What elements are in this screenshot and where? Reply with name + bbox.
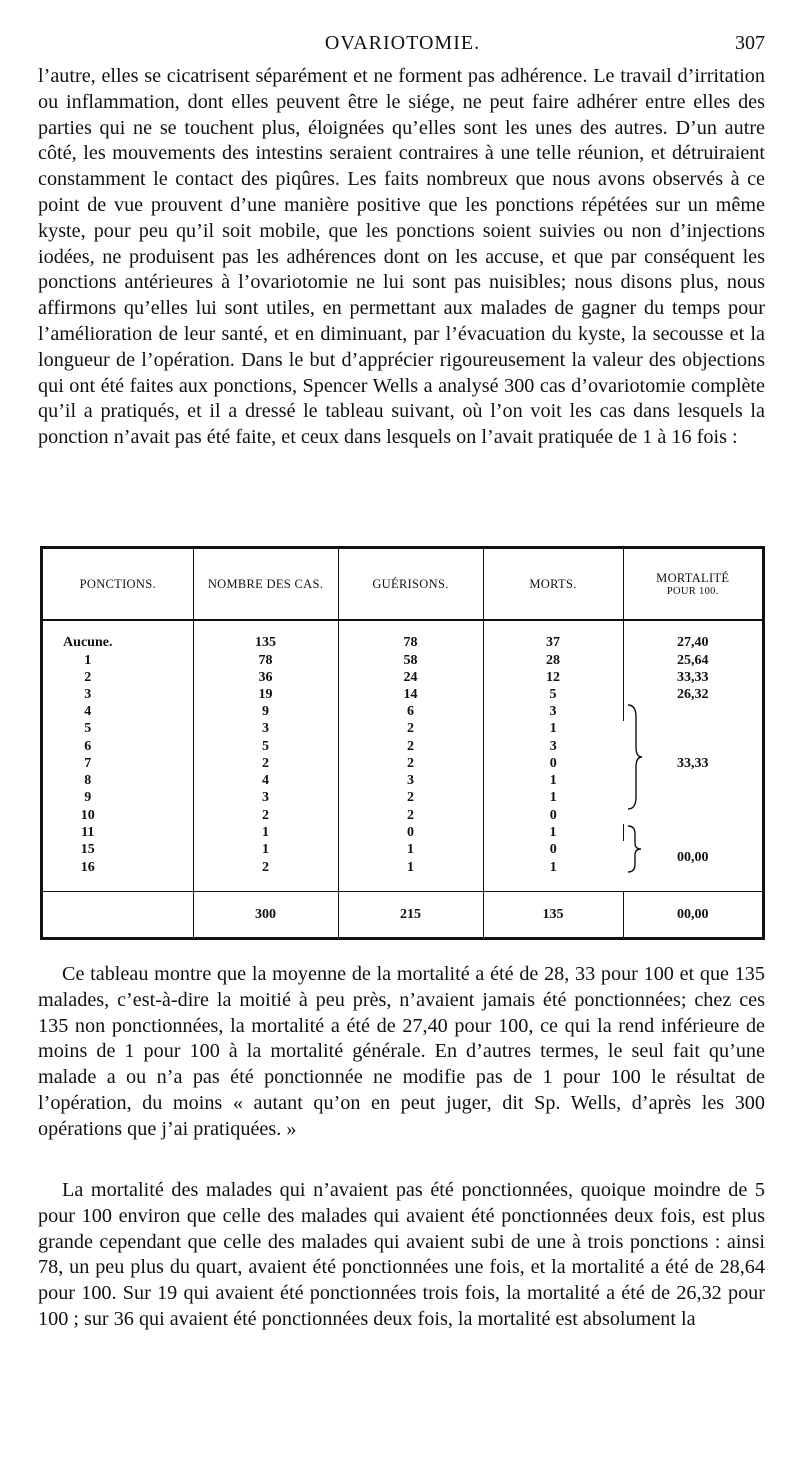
cell-morts: 0 <box>549 807 557 823</box>
cell-guerisons: 0 <box>338 824 483 841</box>
cell-nombre: 5 <box>193 738 338 755</box>
page-header <box>40 30 765 58</box>
cell-morts: 1 <box>549 860 557 876</box>
table-row <box>43 652 762 669</box>
cell-guerisons: 2 <box>338 738 483 755</box>
cell-nombre: 3 <box>193 790 338 807</box>
group-mortalite-value: 33,33 <box>677 755 709 771</box>
punctures-table <box>40 546 765 940</box>
cell-nombre: 78 <box>193 652 338 669</box>
cell-ponctions: 1 <box>43 652 193 669</box>
table-row <box>43 824 762 841</box>
cell-mortalite-group-a <box>623 703 762 824</box>
cell-nombre: 36 <box>193 669 338 686</box>
cell-guerisons: 2 <box>338 807 483 824</box>
header-mortalite <box>623 549 762 620</box>
cell-guerisons: 14 <box>338 686 483 703</box>
cell-mortalite: 27,40 <box>677 634 709 650</box>
cell-nombre: 135 <box>193 620 338 652</box>
cell-morts: 12 <box>483 669 623 686</box>
cell-guerisons: 1 <box>338 859 483 892</box>
header-guerisons: GUÉRISONS. <box>338 549 483 620</box>
cell-ponctions: 9 <box>43 790 193 807</box>
paragraph-intro: l’autre, elles se cicatrisent séparément et ne forment pas adhérence. Le travail d’irritation ou inflammation, dont elles peuvent être le siége, ne peut faire adhérer entre elles des parties qui ne se touchent plus, éloignées qu’elles sont les unes des autres. D’un autre côté, les mouvements des intestins seraient contraires à une telle réunion, et détruiraient constamment le contact des piqûres. Les faits nombreux que nous avons observés à ce point de vue prouvent d’une manière positive que les ponctions répétées sur un même kyste, pour peu qu’il soit mobile, que les ponctions soient suivies ou non d’injections iodées, ne produisent pas les adhérences dont on les accuse, et que par conséquent les ponctions antérieures à l’ovariotomie ne lui sont pas nuisibles; nous disons plus, nous affirmons qu’elles lui sont utiles, en permettant aux malades de gagner du temps pour l’amélioration de leur santé, et en diminuant, par l’évacuation du kyste, la secousse et la longueur de l’opération. Dans le but d’apprécier rigoureusement la valeur des objections qui ont été faites aux ponctions, Spencer Wells a analysé 300 cas d’ovariotomie complète qu’il a pratiqués, et il a dressé le tableau suivant, où l’on voit les cas dans lesquels la ponction n’avait pas été faite, et ceux dans lesquels on l’avait pratiquée de 1 à 16 fois : <box>38 65 765 449</box>
cell-ponctions: 11 <box>43 824 193 841</box>
table-row <box>43 686 762 703</box>
cell-guerisons: 2 <box>338 721 483 738</box>
cell-ponctions: 5 <box>43 721 193 738</box>
cell-mortalite: 33,33 <box>677 669 709 685</box>
header-mortalite-line2: POUR 100. <box>666 586 719 597</box>
cell-total-label <box>43 892 193 937</box>
cell-ponctions: 2 <box>43 669 193 686</box>
cell-guerisons: 2 <box>338 790 483 807</box>
cell-guerisons: 2 <box>338 755 483 772</box>
cell-total-morts: 135 <box>483 892 623 937</box>
cell-ponctions: 16 <box>43 859 193 892</box>
paragraph-table-commentary: Ce tableau montre que la moyenne de la mortalité a été de 28, 33 pour 100 et que 135 malades, c’est-à-dire la moitié à peu près, n’avaient jamais été ponctionnées; chez ces 135 non ponctionnées, la mortalité a été de 27,40 pour 100, ce qui la rend inférieure de moins de 1 pour 100 à la mortalité générale. En d’autres termes, le seul fait qu’une malade a ou n’a pas été ponctionnée ne modifie pas de 1 pour 100 le résultat de l’opération, du moins « autant qu’on en peut juger, dit Sp. Wells, d’après les 300 opérations que j’ai pratiquées. » <box>38 963 765 1140</box>
page-number: 307 <box>735 32 765 54</box>
cell-guerisons: 24 <box>338 669 483 686</box>
cell-guerisons: 6 <box>338 703 483 720</box>
cell-mortalite-group-b <box>623 824 762 892</box>
cell-ponctions: 10 <box>43 807 193 824</box>
punctures-table-grid <box>43 549 762 937</box>
cell-morts: 0 <box>549 755 557 771</box>
cell-nombre: 3 <box>193 721 338 738</box>
group-mortalite-value: 00,00 <box>677 849 709 865</box>
brace-icon <box>624 824 644 874</box>
cell-total-mortalite: 00,00 <box>623 892 762 937</box>
header-morts: MORTS. <box>483 549 623 620</box>
cell-ponctions: Aucune. <box>43 620 193 652</box>
cell-ponctions: 6 <box>43 738 193 755</box>
cell-morts: 0 <box>549 842 557 858</box>
table-total-row <box>43 892 762 937</box>
cell-nombre: 2 <box>193 807 338 824</box>
cell-ponctions: 4 <box>43 703 193 720</box>
cell-guerisons: 58 <box>338 652 483 669</box>
paragraph-mortality-comparison: La mortalité des malades qui n’avaient pas été ponctionnées, quoique moindre de 5 pour 100 environ que celle des malades qui avaient été ponctionnées deux fois, est plus grande cependant que celle des malades qui avaient subi de une à trois ponctions : ainsi 78, un peu plus du quart, avaient été ponctionnées une fois, et la mortalité a été de 28,64 pour 100. Sur 19 qui avaient été ponctionnées trois fois, la mortalité a été de 26,32 pour 100 ; sur 36 qui avaient été ponctionnées deux fois, la mortalité est absolument la <box>38 1179 765 1330</box>
running-title: OVARIOTOMIE. <box>324 32 481 54</box>
cell-nombre: 1 <box>193 841 338 858</box>
cell-ponctions: 7 <box>43 755 193 772</box>
cell-total-guerisons: 215 <box>338 892 483 937</box>
cell-ponctions: 3 <box>43 686 193 703</box>
cell-morts: 1 <box>549 773 557 789</box>
cell-nombre: 2 <box>193 755 338 772</box>
table-row <box>43 703 762 720</box>
cell-nombre: 4 <box>193 772 338 789</box>
cell-nombre: 19 <box>193 686 338 703</box>
cell-guerisons: 78 <box>338 620 483 652</box>
cell-ponctions: 8 <box>43 772 193 789</box>
header-nombre: NOMBRE DES CAS. <box>193 549 338 620</box>
cell-morts: 1 <box>483 824 623 841</box>
cell-morts: 1 <box>549 790 557 806</box>
table-header-row <box>43 549 762 620</box>
table-row <box>43 620 762 652</box>
cell-guerisons: 1 <box>338 841 483 858</box>
cell-nombre: 1 <box>193 824 338 841</box>
cell-ponctions: 15 <box>43 841 193 858</box>
cell-morts: 28 <box>483 652 623 669</box>
cell-morts: 3 <box>549 738 557 754</box>
brace-icon <box>624 703 644 811</box>
cell-morts: 37 <box>483 620 623 652</box>
cell-morts: 1 <box>549 721 557 737</box>
header-mortalite-line1: MORTALITÉ <box>656 571 730 585</box>
cell-nombre: 2 <box>193 859 338 892</box>
table-row <box>43 669 762 686</box>
cell-nombre: 9 <box>193 703 338 720</box>
cell-morts: 5 <box>483 686 623 703</box>
cell-mortalite: 26,32 <box>677 687 709 703</box>
cell-mortalite: 25,64 <box>677 652 709 668</box>
cell-total-nombre: 300 <box>193 892 338 937</box>
cell-morts: 3 <box>483 703 623 720</box>
header-ponctions: PONCTIONS. <box>43 549 193 620</box>
cell-guerisons: 3 <box>338 772 483 789</box>
